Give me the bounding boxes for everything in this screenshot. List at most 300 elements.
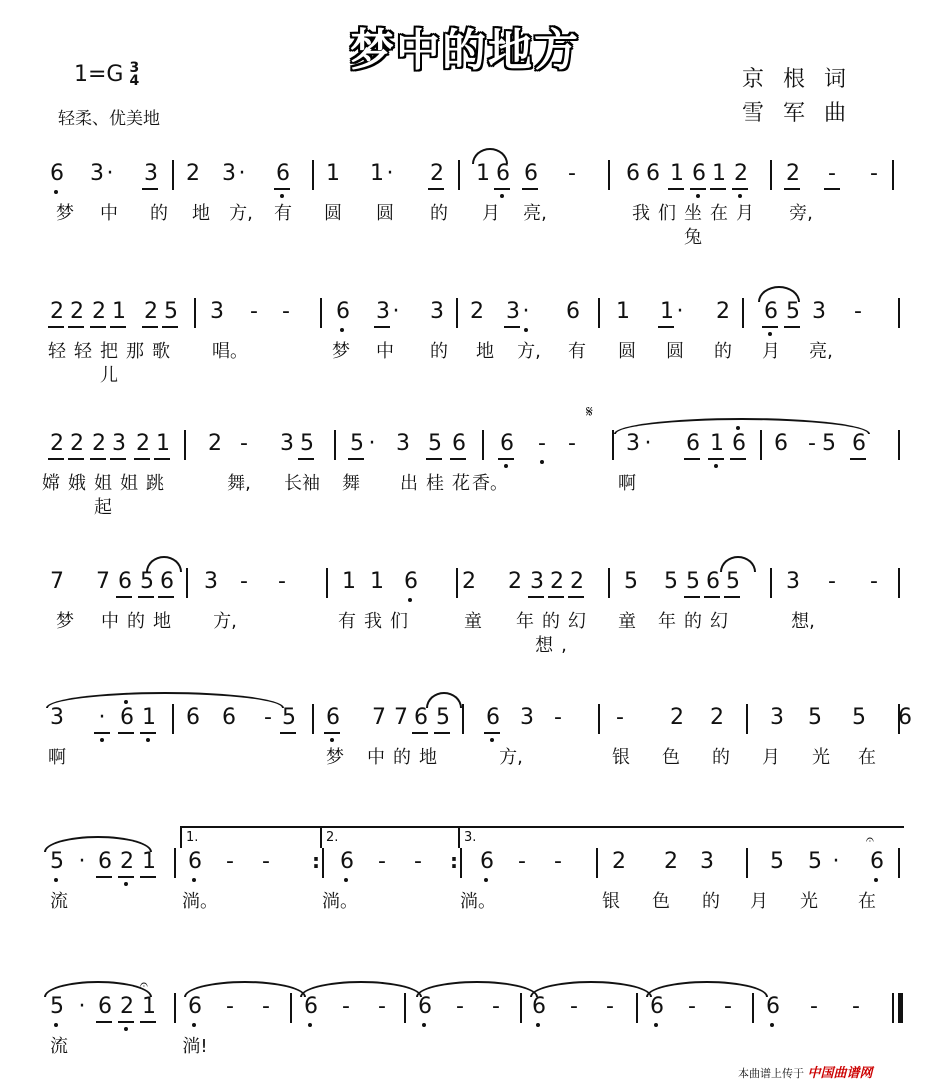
note: 3	[144, 162, 156, 186]
beam-line	[110, 326, 126, 328]
bar-line	[460, 848, 462, 878]
note: 3	[530, 570, 542, 594]
low-octave-dot	[124, 1027, 128, 1031]
beam-line	[90, 458, 106, 460]
lyric: 年的幻想,	[516, 611, 594, 656]
lyric: 光	[812, 747, 830, 768]
lyric: 方,	[213, 611, 237, 632]
volta-bracket: 2.	[320, 826, 460, 848]
note: 6	[764, 300, 776, 324]
beam-line	[710, 188, 726, 190]
note: 3	[700, 849, 714, 874]
note: 5	[786, 300, 798, 324]
note: 5	[50, 995, 62, 1019]
note: 3	[812, 299, 826, 324]
low-octave-dot	[714, 464, 718, 468]
note: 2	[664, 849, 678, 874]
note: 5	[624, 569, 638, 594]
beam-line	[504, 326, 520, 328]
fermata: 𝄐	[866, 832, 874, 848]
bar-line	[770, 160, 772, 190]
note: -	[568, 161, 576, 186]
low-octave-dot	[504, 464, 508, 468]
bar-line	[458, 160, 460, 190]
note: 3	[222, 161, 236, 186]
note: 6	[500, 432, 512, 456]
note: 5	[808, 849, 822, 874]
note: 6	[852, 432, 864, 456]
slur	[44, 836, 152, 852]
repeat-sign: :	[312, 849, 320, 873]
note: 6	[524, 162, 536, 186]
lyric: 梦	[56, 611, 74, 632]
note: -	[854, 299, 862, 324]
beam-line	[412, 732, 428, 734]
note: 6	[452, 432, 464, 456]
lyric: 圆	[666, 341, 684, 362]
beam-line	[708, 458, 724, 460]
beam-line	[140, 1021, 156, 1023]
bar-line	[456, 298, 458, 328]
beam-line	[528, 596, 544, 598]
note: -	[342, 994, 350, 1019]
beam-line	[494, 188, 510, 190]
bar-line	[892, 993, 894, 1023]
note: 3	[204, 569, 218, 594]
note: 6	[532, 995, 544, 1019]
beam-line	[824, 188, 840, 190]
note: 6	[692, 162, 704, 186]
bar-line	[290, 993, 292, 1023]
low-octave-dot	[146, 738, 150, 742]
notation-row	[0, 706, 928, 776]
beam-line	[690, 188, 706, 190]
low-octave-dot	[738, 194, 742, 198]
beam-line	[784, 326, 800, 328]
lyric: 亮,	[809, 341, 833, 362]
note: 6	[418, 995, 430, 1019]
beam-line	[732, 188, 748, 190]
beam-line	[348, 458, 364, 460]
low-octave-dot	[500, 194, 504, 198]
note: -	[282, 299, 290, 324]
key-label: 1=G	[74, 62, 124, 87]
note: 6	[414, 706, 426, 730]
note: 2	[70, 432, 82, 456]
bar-line	[752, 993, 754, 1023]
note: ·	[676, 299, 684, 324]
note: 6	[766, 995, 778, 1019]
beam-line	[140, 876, 156, 878]
note: 6	[650, 995, 662, 1019]
note: 5	[726, 570, 738, 594]
lyric: 淌。	[182, 891, 218, 912]
low-octave-dot	[770, 1023, 774, 1027]
beam-line	[484, 732, 500, 734]
beam-line	[850, 458, 866, 460]
note: -	[852, 994, 860, 1019]
lyric: 亮,	[523, 203, 547, 224]
note: -	[724, 994, 732, 1019]
footer-text: 本曲谱上传于	[738, 1067, 804, 1080]
low-octave-dot	[540, 460, 544, 464]
note: 6	[336, 300, 348, 324]
note: 3	[376, 300, 388, 324]
note: -	[554, 705, 562, 730]
beam-line	[140, 732, 156, 734]
beam-line	[684, 596, 700, 598]
lyric: 嫦娥姐姐跳起	[42, 473, 172, 518]
lyric: 出桂花	[400, 473, 478, 494]
note: 5	[300, 432, 312, 456]
beam-line	[158, 596, 174, 598]
note: 5	[664, 569, 678, 594]
note: 6	[732, 432, 744, 456]
note: 1	[342, 569, 356, 594]
note: 7	[372, 705, 386, 730]
note: ·	[644, 431, 652, 456]
bar-line	[598, 704, 600, 734]
note: ·	[78, 849, 86, 874]
note: 3	[626, 431, 640, 456]
meter-bottom: 4	[129, 73, 140, 89]
note: 6	[686, 432, 698, 456]
low-octave-dot	[874, 878, 878, 882]
low-octave-dot	[696, 194, 700, 198]
slur	[646, 981, 768, 997]
beam-line	[138, 596, 154, 598]
bar-line	[326, 568, 328, 598]
beam-line	[428, 188, 444, 190]
note: 2	[470, 299, 484, 324]
lyric: 童	[618, 611, 636, 632]
bar-line	[898, 568, 900, 598]
low-octave-dot	[280, 194, 284, 198]
beam-line	[434, 732, 450, 734]
note: 5	[822, 431, 836, 456]
note: 1	[142, 706, 154, 730]
beam-line	[90, 326, 106, 328]
bar-line	[456, 568, 458, 598]
note: 6	[50, 162, 62, 186]
note: 1	[710, 432, 722, 456]
beam-line	[110, 458, 126, 460]
note: 6	[496, 162, 508, 186]
beam-line	[68, 326, 84, 328]
bar-line	[898, 704, 900, 734]
low-octave-dot	[124, 882, 128, 886]
note: 3	[770, 705, 784, 730]
lyric: 淌!	[182, 1036, 208, 1057]
final-bar-line	[898, 993, 903, 1023]
composer-credit: 雪 军 曲	[742, 101, 852, 126]
notation-row	[0, 402, 928, 518]
note: ·	[96, 706, 108, 730]
note: ·	[238, 161, 246, 186]
note: -	[810, 994, 818, 1019]
low-octave-dot	[100, 738, 104, 742]
lyric: 旁,	[789, 203, 813, 224]
note: 1	[616, 299, 630, 324]
note: -	[278, 569, 286, 594]
bar-line	[746, 704, 748, 734]
note: -	[606, 994, 614, 1019]
bar-line	[520, 993, 522, 1023]
low-octave-dot	[344, 878, 348, 882]
note: -	[378, 994, 386, 1019]
beam-line	[426, 458, 442, 460]
note: 2	[716, 299, 730, 324]
note: 6	[120, 706, 132, 730]
low-octave-dot	[484, 878, 488, 882]
lyric: 的	[430, 341, 448, 362]
lyric: 方,	[517, 341, 541, 362]
low-octave-dot	[422, 1023, 426, 1027]
note: -	[826, 162, 838, 186]
key-signature	[74, 62, 139, 88]
note: 2	[670, 705, 684, 730]
slur	[184, 981, 306, 997]
slur	[44, 981, 152, 997]
bar-line	[608, 568, 610, 598]
footer-site: 中国曲谱网	[807, 1066, 873, 1081]
beam-line	[548, 596, 564, 598]
repeat-sign: :	[450, 849, 458, 873]
note: 1	[660, 300, 672, 324]
tempo-marking: 轻柔、优美地	[58, 109, 160, 129]
beam-line	[568, 596, 584, 598]
notation-row	[0, 977, 928, 1065]
beam-line	[274, 188, 290, 190]
lyric: 的	[430, 203, 448, 224]
bar-line	[334, 430, 336, 460]
note: -	[264, 705, 272, 730]
bar-line	[482, 430, 484, 460]
note: 5	[852, 705, 866, 730]
note: 1	[370, 161, 384, 186]
lyric: 流	[50, 1036, 68, 1057]
low-octave-dot	[654, 1023, 658, 1027]
low-octave-dot	[54, 1023, 58, 1027]
note: 2	[734, 162, 746, 186]
bar-line	[174, 848, 176, 878]
slur	[146, 556, 182, 572]
note: 6	[706, 570, 718, 594]
lyric: 淌。	[322, 891, 358, 912]
lyric: 地	[476, 341, 494, 362]
note: -	[616, 705, 624, 730]
beam-line	[162, 326, 178, 328]
bar-line	[312, 160, 314, 190]
note: 5	[686, 570, 698, 594]
beam-line	[668, 188, 684, 190]
lyric: 有	[568, 341, 586, 362]
note: -	[536, 432, 548, 456]
note: 3	[210, 299, 224, 324]
note: 6	[276, 162, 288, 186]
notation-row	[0, 161, 928, 248]
note: 5	[282, 706, 294, 730]
lyric: 啊	[48, 747, 66, 768]
note: 2	[50, 300, 62, 324]
notation-row	[0, 830, 928, 920]
note: -	[250, 299, 258, 324]
beam-line	[68, 458, 84, 460]
bar-line	[312, 704, 314, 734]
lyric: 月	[750, 891, 768, 912]
note: 3	[280, 431, 294, 456]
lyric: 方,	[229, 203, 253, 224]
note: 6	[774, 431, 788, 456]
note: 6	[626, 161, 640, 186]
note: -	[828, 569, 836, 594]
lyricist-credit: 京 根 词	[742, 67, 852, 92]
note: 6	[646, 161, 660, 186]
beam-line	[96, 876, 112, 878]
notation-row	[0, 569, 928, 656]
fermata: 𝄐	[140, 977, 148, 993]
beam-line	[142, 326, 158, 328]
note: 7	[394, 705, 408, 730]
note: 5	[140, 570, 152, 594]
lyric: 中的地	[101, 611, 179, 632]
beam-line	[96, 1021, 112, 1023]
lyric: 在	[858, 891, 876, 912]
volta-bracket: 1.	[180, 826, 322, 848]
note: -	[570, 994, 578, 1019]
lyric: 有我们	[338, 611, 416, 632]
lyric: 舞,	[227, 473, 251, 494]
bar-line	[608, 160, 610, 190]
note: ·	[78, 994, 86, 1019]
low-octave-dot	[54, 878, 58, 882]
note: 5	[350, 432, 362, 456]
note: 2	[462, 569, 476, 594]
time-signature	[129, 62, 139, 88]
note: -	[808, 431, 816, 456]
note: 6	[898, 705, 912, 730]
lyric: 色	[662, 747, 680, 768]
low-octave-dot	[192, 1023, 196, 1027]
slur	[416, 981, 538, 997]
lyric: 月	[482, 203, 500, 224]
low-octave-dot	[54, 190, 58, 194]
slur	[758, 286, 800, 302]
lyric: 啊	[618, 473, 636, 494]
lyric: 轻轻把那歌儿	[48, 341, 178, 386]
note: 3	[50, 705, 64, 730]
note: -	[688, 994, 696, 1019]
lyric: 的	[714, 341, 732, 362]
note: 7	[50, 569, 64, 594]
lyric: 在	[858, 747, 876, 768]
note: 6	[98, 995, 110, 1019]
lyric: 地	[192, 203, 210, 224]
lyric: 梦	[332, 341, 350, 362]
beam-line	[658, 326, 674, 328]
beam-line	[522, 188, 538, 190]
note: 3	[506, 300, 518, 324]
beam-line	[374, 326, 390, 328]
bar-line	[404, 993, 406, 1023]
notation-row	[0, 299, 928, 386]
note: 3	[430, 299, 444, 324]
bar-line	[636, 993, 638, 1023]
note: 2	[208, 431, 222, 456]
note: 6	[566, 299, 580, 324]
note: 6	[340, 850, 352, 874]
note: -	[554, 849, 562, 874]
beam-line	[684, 458, 700, 460]
lyric: 童	[464, 611, 482, 632]
beam-line	[116, 596, 132, 598]
lyric: 的	[712, 747, 730, 768]
beam-line	[724, 596, 740, 598]
slur	[720, 556, 756, 572]
note: ·	[386, 161, 394, 186]
lyric: 梦	[326, 747, 344, 768]
lyric: 中的地	[367, 747, 445, 768]
note: 2	[612, 849, 626, 874]
lyric: 银	[612, 747, 630, 768]
low-octave-dot	[192, 878, 196, 882]
lyric: 光	[800, 891, 818, 912]
slur	[426, 692, 462, 708]
low-octave-dot	[536, 1023, 540, 1027]
lyric: 圆	[618, 341, 636, 362]
bar-line	[770, 568, 772, 598]
lyric: 淌。	[460, 891, 496, 912]
note: -	[492, 994, 500, 1019]
bar-line	[598, 298, 600, 328]
bar-line	[462, 704, 464, 734]
low-octave-dot	[524, 328, 528, 332]
low-octave-dot	[330, 738, 334, 742]
volta-bracket: 3.	[458, 826, 904, 848]
lyric: 月	[762, 341, 780, 362]
lyric: 银	[602, 891, 620, 912]
note: 2	[50, 432, 62, 456]
beam-line	[142, 188, 158, 190]
note: -	[518, 849, 526, 874]
bar-line	[898, 298, 900, 328]
beam-line	[118, 732, 134, 734]
footer-credit	[738, 1062, 873, 1081]
note: 6	[404, 570, 416, 594]
note: 2	[92, 432, 104, 456]
bar-line	[746, 848, 748, 878]
note: 3	[520, 705, 534, 730]
lyric: 的	[150, 203, 168, 224]
note: 1	[156, 432, 168, 456]
note: -	[456, 994, 464, 1019]
note: 6	[486, 706, 498, 730]
note: 6	[98, 850, 110, 874]
bar-line	[174, 993, 176, 1023]
bar-line	[742, 298, 744, 328]
note: 1	[142, 850, 154, 874]
note: -	[240, 569, 248, 594]
note: 6	[118, 570, 130, 594]
lyric: 梦	[56, 203, 74, 224]
beam-line	[48, 458, 64, 460]
slur	[472, 148, 508, 164]
lyric: 舞	[342, 473, 360, 494]
note: 2	[786, 162, 798, 186]
note: 6	[480, 850, 492, 874]
segno-sign: 𝄋	[586, 402, 593, 421]
low-octave-dot	[308, 1023, 312, 1027]
